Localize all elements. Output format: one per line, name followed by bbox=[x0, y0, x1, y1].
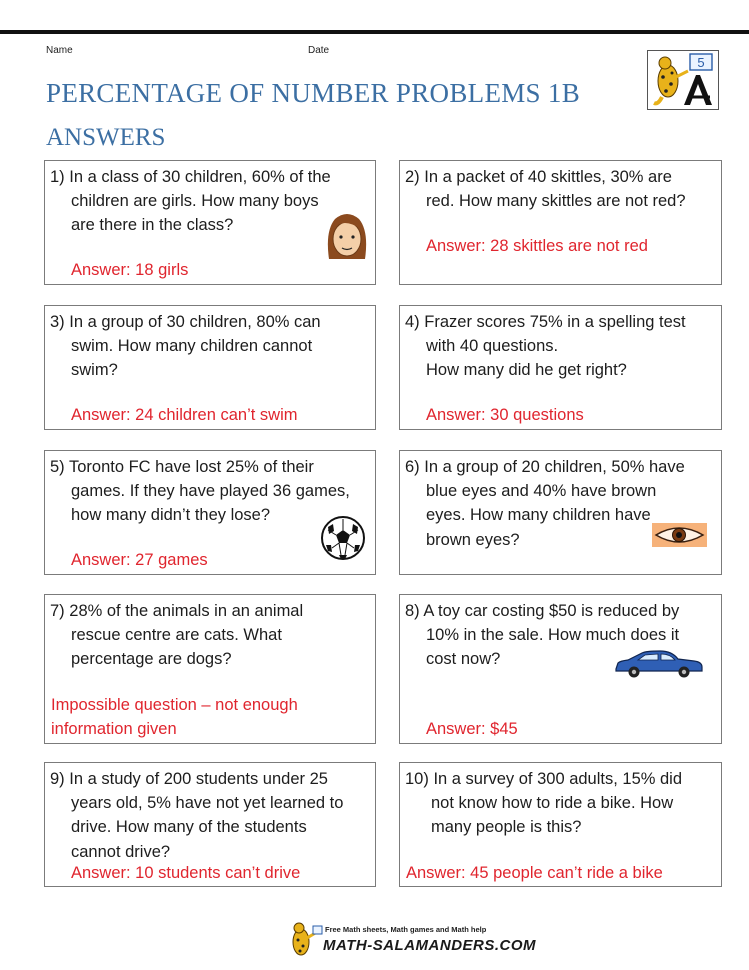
question-box-3 bbox=[44, 305, 376, 430]
car-icon bbox=[614, 649, 704, 679]
question-box-6 bbox=[399, 450, 722, 575]
answer-5: Answer: 27 games bbox=[71, 551, 208, 569]
level-badge: 5 bbox=[697, 55, 705, 70]
salamander-logo bbox=[647, 50, 719, 110]
question-box-5 bbox=[44, 450, 376, 575]
answer-2: Answer: 28 skittles are not red bbox=[426, 237, 648, 255]
question-text-6: 6) In a group of 20 children, 50% have blue eyes and 40% have brown eyes. How many children have brown eyes? bbox=[405, 458, 685, 549]
question-text-2: 2) In a packet of 40 skittles, 30% are red. How many skittles are not red? bbox=[405, 168, 686, 211]
question-box-1 bbox=[44, 160, 376, 285]
question-text-8: 8) A toy car costing $50 is reduced by 10% in the sale. How much does it cost now? bbox=[405, 602, 680, 669]
question-text-1: 1) In a class of 30 children, 60% of the children are girls. How many boys are there in the class? bbox=[50, 168, 331, 235]
question-text-10: 10) In a survey of 300 adults, 15% did not know how to ride a bike. How many people is this? bbox=[405, 770, 683, 837]
footer-tagline: Free Math sheets, Math games and Math help bbox=[325, 925, 487, 934]
answer-3: Answer: 24 children can’t swim bbox=[71, 406, 298, 424]
answer-8: Answer: $45 bbox=[426, 720, 518, 738]
question-box-2 bbox=[399, 160, 722, 285]
answer-4: Answer: 30 questions bbox=[426, 406, 584, 424]
question-text-4: 4) Frazer scores 75% in a spelling test with 40 questions. How many did he get right? bbox=[405, 313, 686, 380]
page-subtitle: ANSWERS bbox=[46, 124, 166, 151]
eye-icon bbox=[652, 523, 707, 547]
question-box-7 bbox=[44, 594, 376, 744]
answer-9: Answer: 10 students can’t drive bbox=[71, 864, 301, 882]
question-text-7: 7) 28% of the animals in an animal rescue centre are cats. What percentage are dogs? bbox=[50, 602, 304, 669]
top-rule bbox=[0, 30, 749, 34]
question-text-9: 9) In a study of 200 students under 25 years old, 5% have not yet learned to drive. How many of the students cannot drive? bbox=[50, 770, 344, 861]
page-title: PERCENTAGE OF NUMBER PROBLEMS 1B bbox=[46, 78, 581, 108]
question-box-4 bbox=[399, 305, 722, 430]
question-box-9 bbox=[44, 762, 376, 887]
name-label: Name bbox=[46, 45, 73, 56]
question-box-8 bbox=[399, 594, 722, 744]
question-text-3: 3) In a group of 30 children, 80% can swim. How many children cannot swim? bbox=[50, 313, 321, 380]
answer-10: Answer: 45 people can’t ride a bike bbox=[406, 864, 663, 882]
footer-logo bbox=[287, 922, 537, 960]
question-box-10 bbox=[399, 762, 722, 887]
footer-brand: MATH-SALAMANDERS.COM bbox=[323, 937, 537, 954]
girl-face-icon bbox=[323, 211, 371, 263]
answer-1: Answer: 18 girls bbox=[71, 261, 189, 279]
date-label: Date bbox=[308, 45, 330, 56]
salamander-logo-icon bbox=[648, 51, 718, 109]
answer-7: Impossible question – not enough information given bbox=[51, 696, 298, 738]
salamander-footer-icon bbox=[287, 922, 323, 960]
soccer-ball-icon bbox=[320, 515, 366, 561]
question-text-5: 5) Toronto FC have lost 25% of their games. If they have played 36 games, how many didn’t they lose? bbox=[50, 458, 350, 525]
